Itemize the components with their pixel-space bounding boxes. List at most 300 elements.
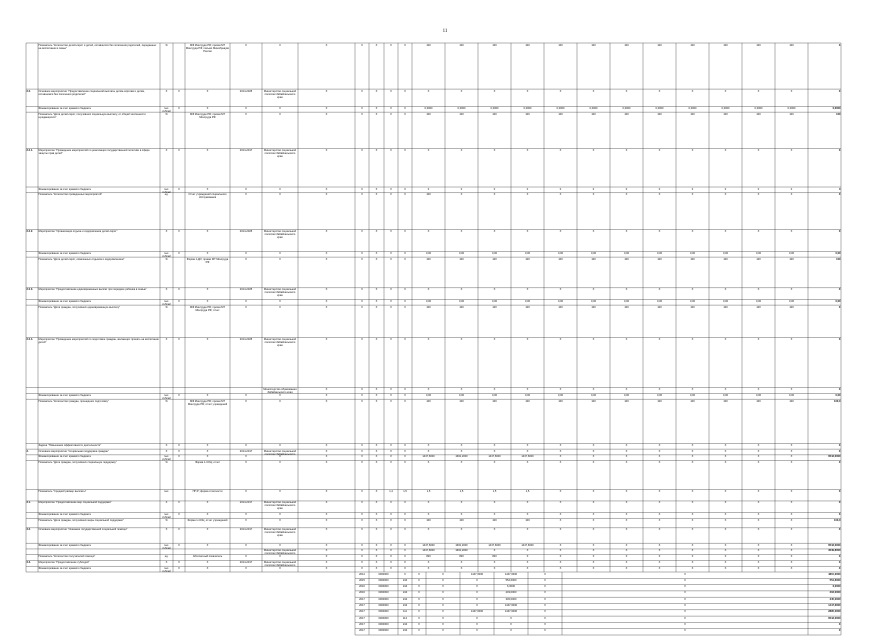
value-cell: 0 [559,187,562,191]
row-col4: Х [178,149,180,153]
value-cell: Х [460,566,463,570]
page-number: 11 [442,29,448,34]
row-number: 3.1. [26,501,31,505]
sub-year: 2016 [359,591,365,595]
value-cell: Х [361,455,363,459]
value-cell: Х [559,489,562,493]
value-cell: Х [526,549,529,553]
value-cell: Х [625,489,628,493]
value-cell: Х [691,288,694,292]
value-cell: Х [390,455,392,459]
value-cell: Х [790,455,793,459]
sub-value: Х [476,591,478,595]
value-cell: 0,00 [755,251,762,255]
row-title [38,549,160,554]
value-cell: Х [625,549,628,553]
row-executor: Министерство социальной политики Забайкальского [263,449,297,455]
value-cell: Х [325,305,328,309]
value-cell: Х [375,549,378,553]
value-cell: Х [404,443,406,447]
value-cell: Х [559,449,562,453]
row-executor: Х [279,106,281,110]
row-col4 [173,258,185,288]
value-cell: 0,00 [524,393,531,397]
value-cell: 0 [658,187,661,191]
row-number [26,400,38,444]
value-cell: Х [493,501,496,505]
value-cell: Х [757,518,760,522]
value-cell: 0,00 [425,299,432,303]
value-cell: Х [325,149,328,153]
value-cell: Х [325,543,328,547]
value-cell: Х [375,299,378,303]
row-number [26,193,38,229]
value-cell: 0,00 [458,251,465,255]
value-cell: Х [493,193,496,197]
row-number: 3. [26,449,29,453]
value-cell: Х [404,512,406,516]
value-cell: Х [559,555,562,559]
value-cell: Х [838,388,841,392]
value-cell: Х [460,193,463,197]
value-cell: Х [375,449,378,453]
value-cell: 0,00 [425,251,432,255]
value-cell: Х [375,461,378,465]
row-source: Форма 1-ДО; приказ МТ Минтруда РФ [186,257,229,264]
row-unit: Х [165,229,168,233]
sub-value: 112 [402,616,408,620]
value-cell: Х [427,388,430,392]
value-cell: Х [375,528,378,532]
value-cell: 0,0000 [787,106,796,110]
value-cell: 1447,6000 [422,549,435,553]
value-cell: 0,00 [722,251,729,255]
value-cell: Х [375,187,378,191]
value-cell: 0,00 [656,299,663,303]
value-cell: Х [390,501,392,505]
value-cell: 100 [558,305,563,309]
row-unit: Х [165,501,168,505]
sub-total: 2895,2000 [828,610,841,614]
value-cell: Х [724,549,727,553]
value-cell: Х [404,89,406,93]
sub-total: 6543,0000 [828,616,841,620]
value-cell: Х [559,528,562,532]
sub-value: 244 [402,622,408,626]
value-cell: Х [625,89,628,93]
row-executor: Министерство социальной политики Забайкальского [263,549,297,555]
row-title: Финансирование за счет краевого бюджета [38,299,91,303]
value-cell: 0,0000 [832,106,841,110]
row-number [26,555,38,560]
row-executor: Министерство образования Забайкальского края [263,388,297,394]
value-cell: Х [404,43,406,47]
value-cell: Х [625,288,628,292]
value-cell: Х [592,449,595,453]
value-cell: Х [559,549,562,553]
value-cell: Х [592,288,595,292]
value-cell: Х [404,299,406,303]
row-unit: Х [165,149,168,153]
row-unit [160,549,173,554]
value-cell: Х [361,257,363,261]
row-unit: тыс. рублей [162,543,171,549]
value-cell: 0,00 [491,251,498,255]
value-cell: 100 [459,399,464,403]
value-cell: Х [460,388,463,392]
sub-total: Х [838,622,841,626]
value-cell: Х [526,449,529,453]
value-cell: 100,0 [834,399,841,403]
value-cell: 0,0000 [622,106,631,110]
value-cell: Х [658,193,661,197]
value-cell: 820 [459,555,464,559]
value-cell: Х [757,543,760,547]
value-cell: Х [526,560,529,564]
value-cell: 0,00 [458,393,465,397]
value-cell: Х [790,288,793,292]
row-col4: Х [178,449,180,453]
row-col4: Х [178,528,180,532]
row-number: 2.2.1. [26,149,33,153]
sub-value: Х [544,616,546,620]
value-cell: 0,00 [623,299,630,303]
row-unit [160,388,173,393]
value-cell: Х [691,338,694,342]
value-cell: 100 [657,43,662,47]
value-cell: Х [361,338,363,342]
value-cell: Х [325,393,328,397]
value-cell: Х [559,193,562,197]
value-cell: Х [691,149,694,153]
sub-value: Х [684,572,686,576]
value-cell: Х [404,288,406,292]
value-cell: Х [361,193,363,197]
sub-year: 2015 [359,578,365,582]
value-cell: 0 [691,187,694,191]
sub-value: Х [544,597,546,601]
row-source [185,388,230,393]
row-number: 2.2.3. [26,288,33,292]
row-source: Х [206,149,209,153]
value-cell: Х [325,288,328,292]
value-cell: Х [691,193,694,197]
value-cell: 0,00 [755,393,762,397]
sub-value: Х [442,585,444,589]
value-cell: Х [658,443,661,447]
sub-value: Х [684,597,686,601]
value-cell: 100 [591,305,596,309]
row-unit: % [165,518,168,522]
value-cell: 1602,2000 [455,543,468,547]
value-cell: Х [838,305,841,309]
value-cell: Х [757,528,760,532]
row-title: Показатель "Доля граждан, получивших единовременную выплату" [38,305,121,309]
sub-value: 244 [402,585,408,589]
value-cell: Х [724,149,727,153]
row-unit: Х [165,528,168,532]
value-cell: Х [375,443,378,447]
value-cell: Х [658,560,661,564]
value-cell: Х [325,528,328,532]
value-cell: 100 [459,518,464,522]
row-source: Х [206,455,209,459]
value-cell: Х [325,257,328,261]
value-cell: Х [325,512,328,516]
value-cell: Х [375,305,378,309]
value-cell: 100 [789,257,794,261]
value-cell: 0,0000 [424,106,433,110]
row-title: Основное мероприятие "Оказание государственной социальной помощи" [38,528,128,532]
value-cell: 100 [591,112,596,116]
value-cell: Х [325,388,328,392]
row-number: 2.2.2. [26,229,33,233]
value-cell: Х [390,106,392,110]
value-cell: Х [493,288,496,292]
row-executor: Х [279,193,281,197]
row-period: 2014-2025 [239,89,253,93]
value-cell: Х [838,89,841,93]
row-col4: Х [178,566,180,570]
row-col4: Х [178,251,180,255]
row-number: 2.2.4. [26,338,33,342]
sub-year: 2017 [359,616,365,620]
row-source: МФ Минтруда РФ; приказ МТ Минтруда РФ; отчет учреждений [187,399,228,406]
value-cell: Х [658,388,661,392]
row-unit: тыс. рублей [162,455,171,461]
row-period: Х [245,393,247,397]
value-cell: Х [493,229,496,233]
value-cell: Х [404,560,406,564]
value-cell: Х [838,501,841,505]
value-cell: 100 [657,257,662,261]
sub-code: 0000000 [378,597,389,601]
row-period: Х [245,518,247,522]
value-cell: Х [592,338,595,342]
sub-value: Х [418,629,420,633]
value-cell: Х [427,512,430,516]
value-cell: Х [325,443,328,447]
value-cell: 100 [426,518,431,522]
sub-value: Х [442,604,444,607]
row-period: Х [245,455,247,459]
value-cell: Х [838,560,841,564]
sub-code: 0000000 [378,591,389,595]
row-number [26,519,38,528]
sub-value: 111 [403,610,407,614]
value-cell: Х [838,288,841,292]
value-cell: Х [390,251,392,255]
row-unit: Х [165,288,168,292]
value-cell: Х [592,149,595,153]
row-col4 [173,549,185,554]
value-cell: 100 [756,257,761,261]
value-cell: 0,00 [835,299,841,303]
value-cell: Х [559,518,562,522]
sub-value: Х [442,591,444,595]
value-cell: Х [427,288,430,292]
value-cell: 0,00 [788,393,795,397]
row-period: Х [245,299,247,303]
value-cell: 1447,6000 [422,543,435,547]
row-executor: Х [279,187,281,191]
row-source: Х [206,106,209,110]
sub-value: Х [476,585,478,589]
value-cell: 1,5 [403,489,407,493]
row-number [26,44,38,90]
value-cell: 0 [625,187,628,191]
value-cell: Х [361,560,363,564]
value-cell: Х [592,193,595,197]
row-executor: Х [279,512,281,516]
value-cell: Х [361,528,363,532]
value-cell: 100 [690,257,695,261]
row-title: Показатель "Количество проведенных мероприятий" [38,193,103,197]
value-cell: Х [724,512,727,516]
value-cell: Х [460,512,463,516]
value-cell: Х [724,455,727,459]
value-cell: Х [691,388,694,392]
sub-year: 2017 [359,610,365,614]
row-source: Х [206,449,209,453]
row-number [26,513,38,518]
value-cell: Х [404,555,406,559]
value-cell: Х [375,43,378,47]
value-cell: Х [404,112,406,116]
value-cell: Х [375,560,378,564]
sub-value: Х [476,622,478,626]
value-cell: 100 [690,112,695,116]
value-cell: 0,00 [425,393,432,397]
value-cell: Х [658,229,661,233]
sub-value: Х [442,629,444,633]
row-period: Х [245,543,247,547]
sub-total: 554,6000 [829,578,841,582]
value-cell: Х [790,89,793,93]
value-cell: Х [625,455,628,459]
value-cell: 1447,6000 [422,455,435,459]
sub-value: 1447,6000 [470,572,484,576]
row-source: Х [206,528,209,532]
value-cell: Х [493,149,496,153]
row-unit: % [165,257,168,261]
value-cell: 6543,0000 [828,543,841,547]
row-number [26,490,38,501]
sub-year: 2017 [359,629,365,633]
value-cell: Х [691,555,694,559]
value-cell: 100 [624,43,629,47]
value-cell: Х [757,555,760,559]
value-cell: Х [838,149,841,153]
row-executor: Х [279,543,281,547]
value-cell: 0,0000 [655,106,664,110]
value-cell: Х [390,543,392,547]
value-cell: Х [390,89,392,93]
row-unit: Х [165,89,168,93]
value-cell: Х [559,388,562,392]
value-cell: Х [757,388,760,392]
value-cell: Х [325,455,328,459]
value-cell: Х [460,560,463,564]
value-cell: Х [325,106,328,110]
value-cell: Х [427,449,430,453]
value-cell: Х [404,528,406,532]
sub-value: Х [544,591,546,595]
value-cell: Х [790,501,793,505]
row-title: Показатель "Количество граждан, прошедших подготовку" [38,399,109,403]
row-col4 [173,519,185,528]
row-number [26,258,38,288]
value-cell: Х [361,288,363,292]
row-title: Показатель "Доля детей-сирот, охваченных отдыхом и оздоровлением" [38,257,125,261]
value-cell: Х [625,501,628,505]
value-cell: Х [592,489,595,493]
value-cell: Х [790,338,793,342]
value-cell: Х [838,528,841,532]
value-cell: Х [658,512,661,516]
value-cell: Х [526,89,529,93]
value-cell: Х [361,43,363,47]
value-cell: Х [724,518,727,522]
sub-value: Х [476,616,478,620]
value-cell: Х [375,251,378,255]
row-period: 2014-2025 [239,338,253,342]
value-cell: 0,0000 [589,106,598,110]
value-cell: Х [757,229,760,233]
value-cell: Х [390,43,392,47]
value-cell: 100 [591,257,596,261]
row-source: Х [206,187,209,191]
value-cell: Х [460,501,463,505]
value-cell: Х [404,193,406,197]
row-executor: Министерство социальной политики Забайкальского края [263,89,297,99]
row-number [26,107,38,112]
sub-value: Х [476,578,478,582]
value-cell: 100 [657,305,662,309]
value-cell: Х [390,566,392,570]
row-col4 [173,555,185,560]
value-cell: 0,00 [689,393,696,397]
value-cell: Х [427,501,430,505]
row-source: МФ Минтруда РФ; приказ МТ Минтруда РФ [189,112,226,119]
value-cell: Х [691,528,694,532]
value-cell: Х [790,489,793,493]
value-cell: 0,0000 [754,106,763,110]
row-number [26,300,38,305]
value-cell: 100 [558,399,563,403]
sub-value: Х [442,622,444,626]
value-cell: Х [460,229,463,233]
value-cell: Х [592,549,595,553]
row-period: 2014-2017 [239,449,253,453]
value-cell: Х [658,543,661,547]
row-title: Мероприятие "Проведение мероприятий по реализации государственной политики в сфере защиты прав детей" [38,149,150,156]
value-cell: Х [790,149,793,153]
value-cell: Х [361,106,363,110]
value-cell: 0,00 [590,299,597,303]
value-cell: Х [460,89,463,93]
value-cell: 1447,6000 [521,543,534,547]
row-executor: Министерство социальной политики Забайкальского [263,560,297,567]
sub-value: Х [418,591,420,595]
row-executor: Х [279,566,281,570]
value-cell: Х [325,229,328,233]
row-col4: Х [178,106,180,110]
value-cell: Х [526,555,529,559]
row-col4: Х [178,299,180,303]
row-title: Показатель "Доля детей-сирот, получивших социальную выплату, от общей численности нуждающихся" [38,112,146,119]
value-cell: Х [404,461,406,465]
